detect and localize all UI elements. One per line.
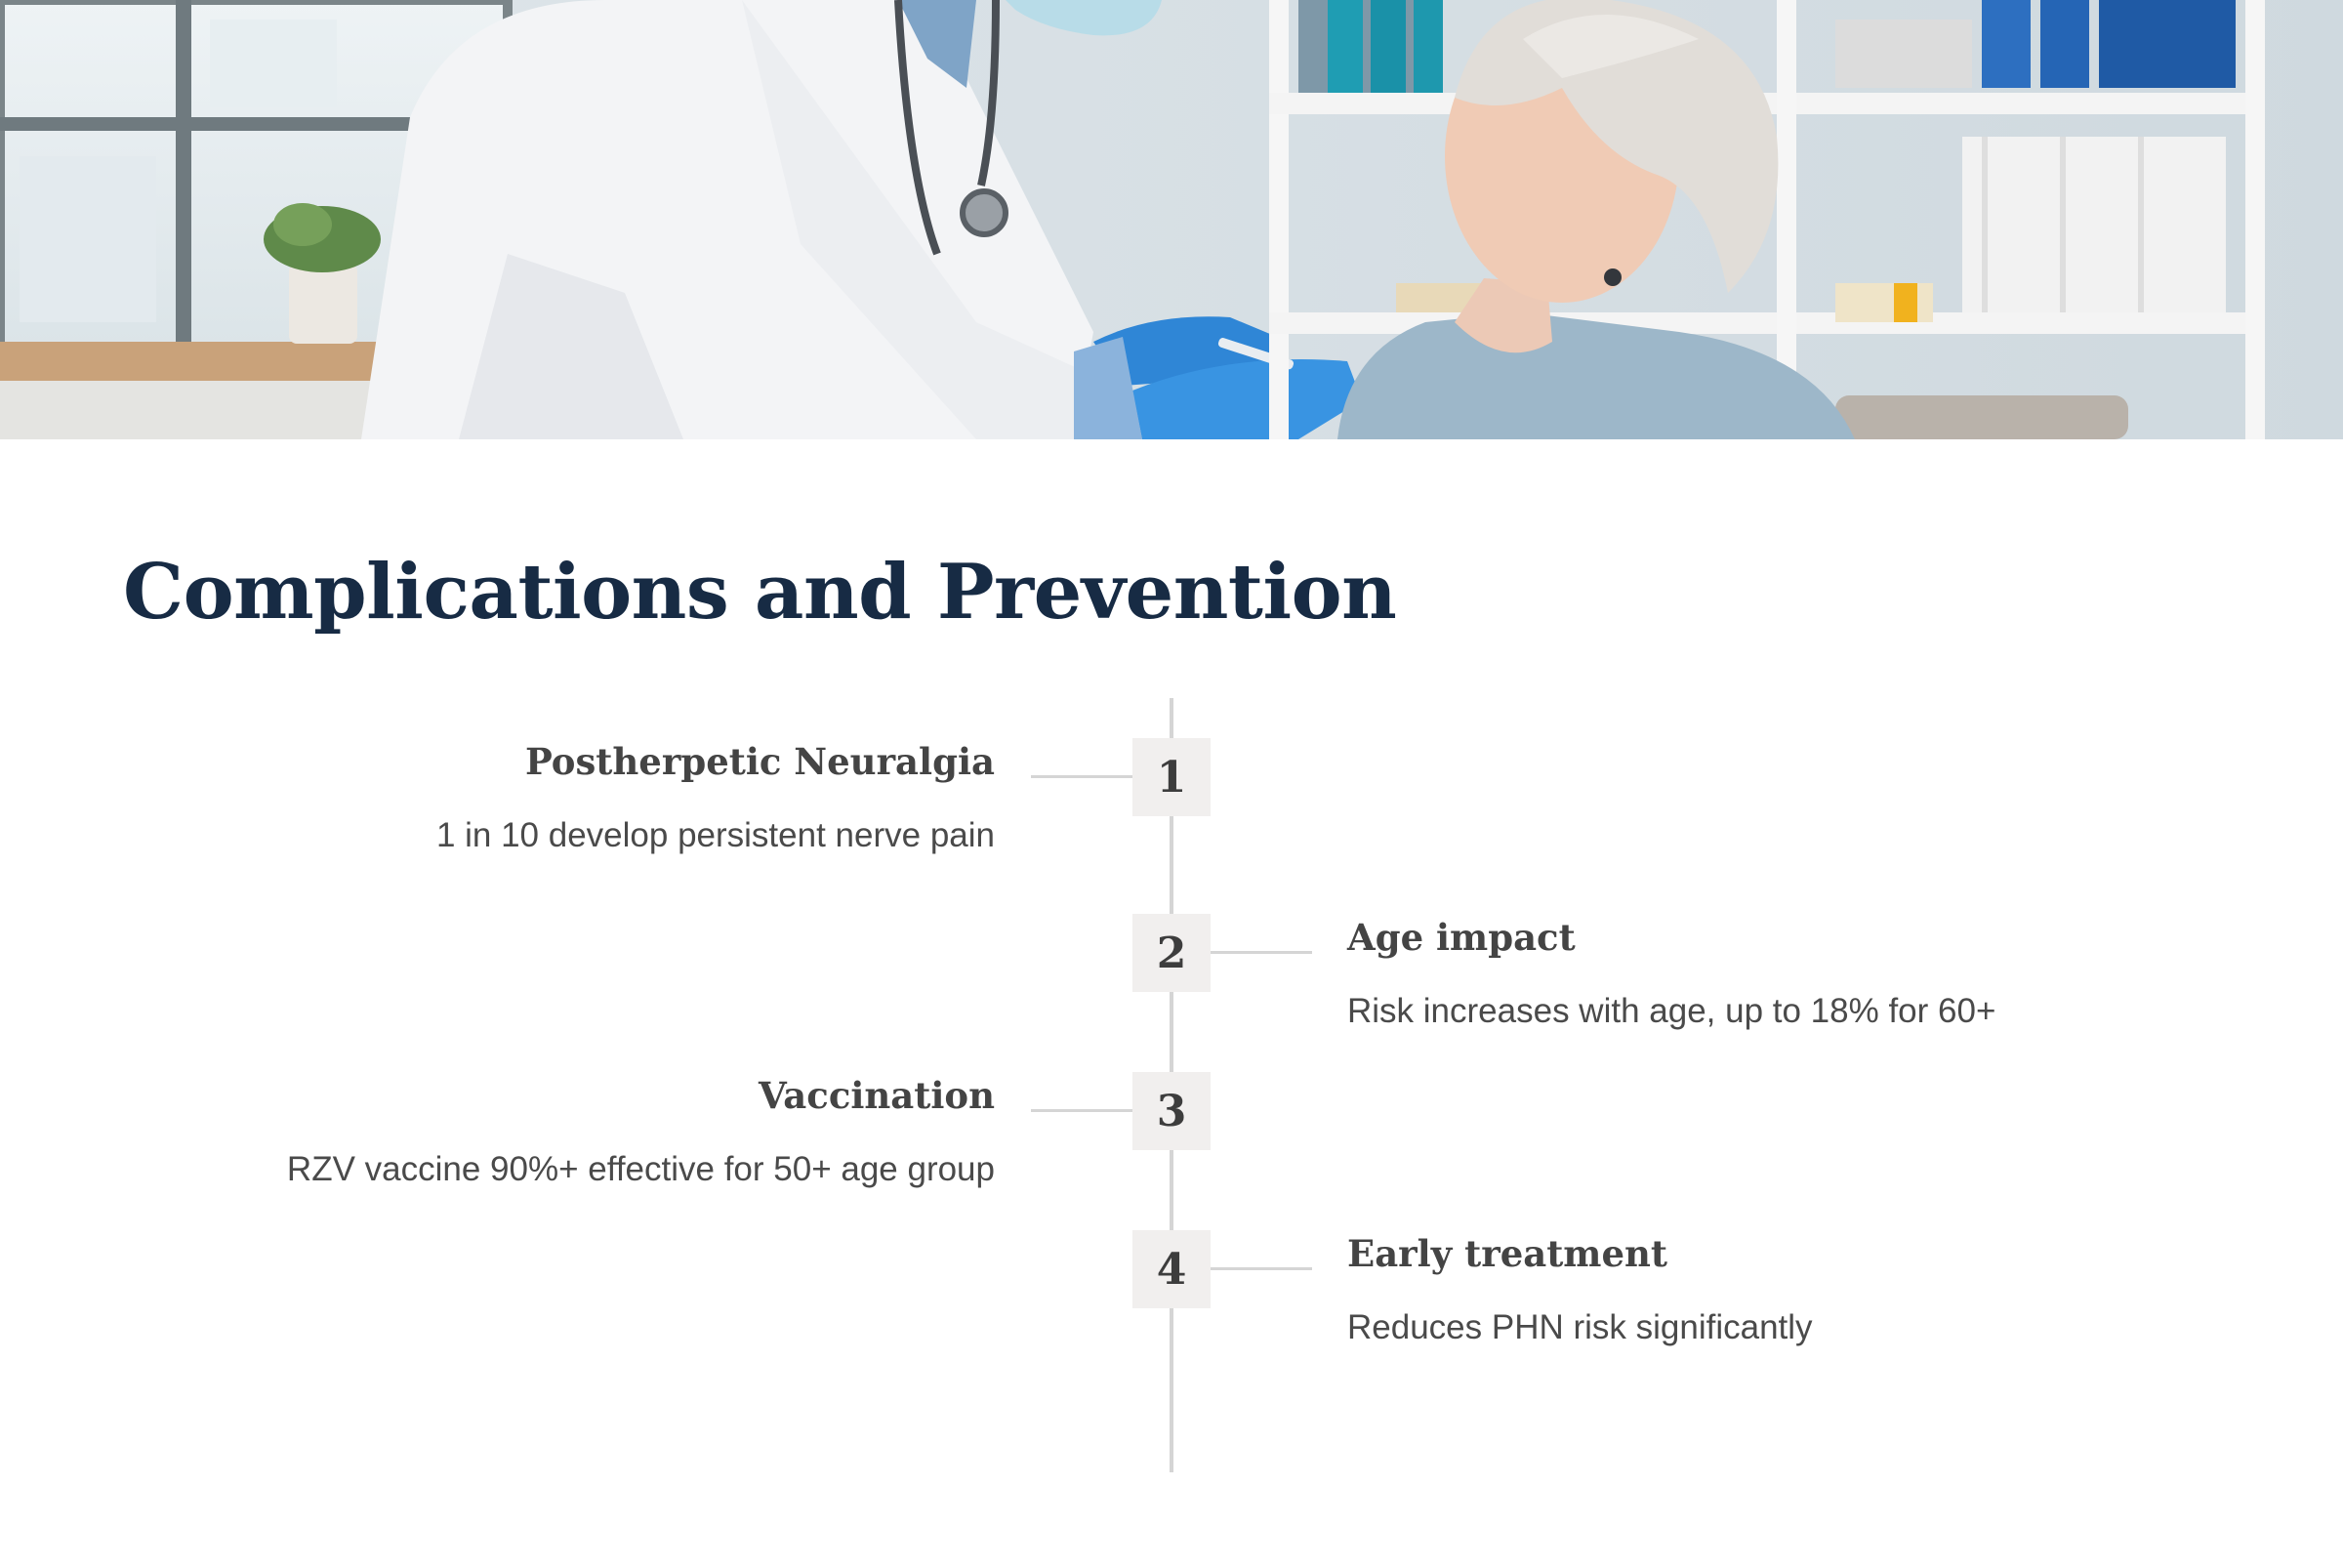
doctor-vaccinating-patient-image (0, 0, 2343, 439)
connector-line (1031, 775, 1132, 778)
item-description: RZV vaccine 90%+ effective for 50+ age group (286, 1150, 995, 1188)
item-description: Reduces PHN risk significantly (1347, 1308, 1813, 1346)
hero-photo (0, 0, 2343, 439)
page-title: Complications and Prevention (123, 548, 1397, 637)
item-title: Early treatment (1347, 1232, 1667, 1275)
connector-line (1031, 1109, 1132, 1112)
connector-line (1211, 1267, 1312, 1270)
step-number-box: 2 (1132, 914, 1211, 992)
step-number-box: 4 (1132, 1230, 1211, 1308)
step-number-box: 1 (1132, 738, 1211, 816)
item-title: Age impact (1347, 916, 1576, 959)
item-description: Risk increases with age, up to 18% for 60+ (1347, 992, 1996, 1030)
connector-line (1211, 951, 1312, 954)
item-title: Postherpetic Neuralgia (524, 740, 995, 783)
item-description: 1 in 10 develop persistent nerve pain (435, 816, 995, 854)
item-title: Vaccination (759, 1074, 995, 1117)
step-number-box: 3 (1132, 1072, 1211, 1150)
